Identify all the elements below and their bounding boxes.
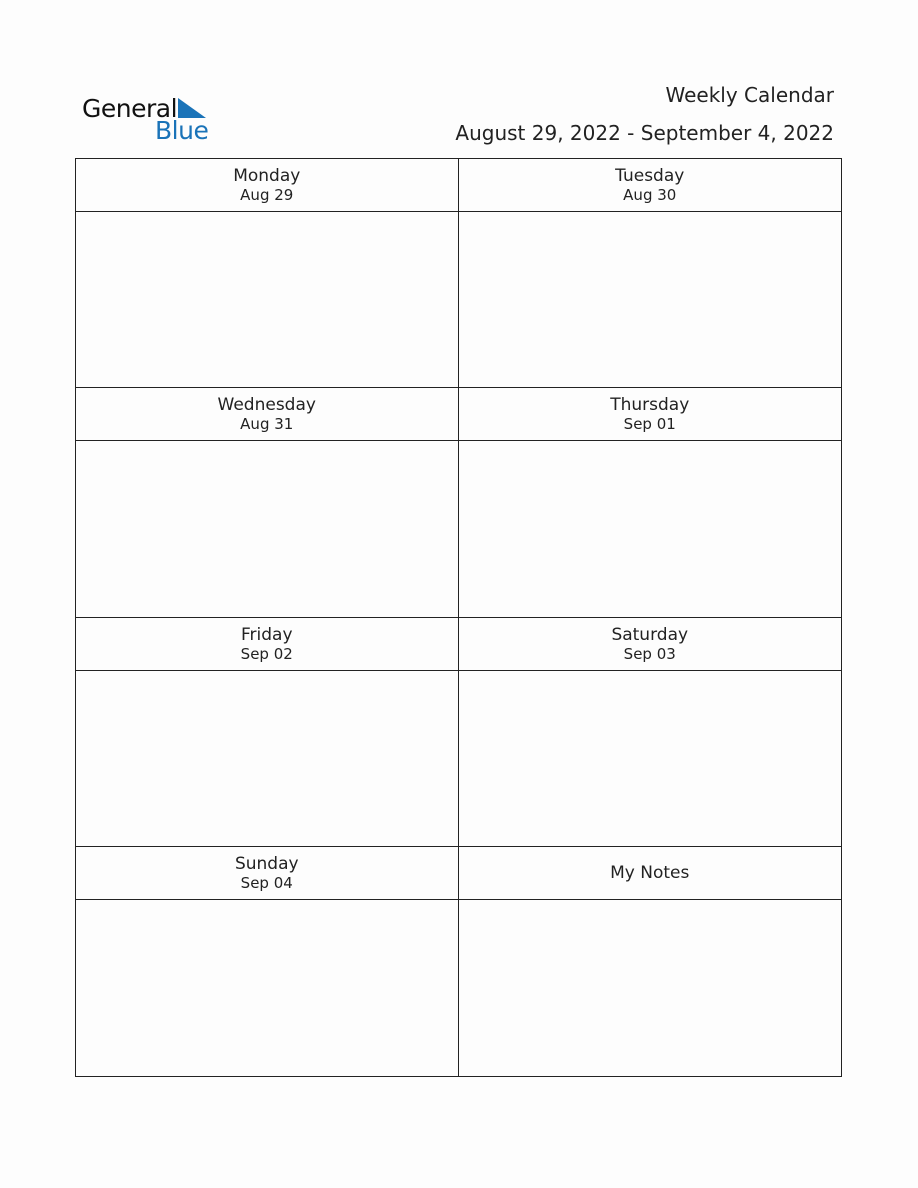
day-notes-area[interactable] bbox=[76, 671, 458, 846]
day-cell-saturday bbox=[459, 618, 842, 847]
day-cell-tuesday bbox=[459, 159, 842, 388]
day-notes-area[interactable] bbox=[76, 441, 458, 616]
day-date: Aug 31 bbox=[240, 415, 294, 434]
day-notes-area[interactable] bbox=[76, 900, 458, 1076]
day-notes-area[interactable] bbox=[459, 441, 842, 616]
day-cell-friday bbox=[76, 618, 459, 847]
general-blue-logo bbox=[82, 94, 212, 144]
logo-text-general: General bbox=[82, 94, 178, 123]
day-name: Sunday bbox=[234, 853, 299, 874]
day-cell-thursday bbox=[459, 388, 842, 617]
my-notes-area[interactable] bbox=[459, 900, 842, 1076]
day-name: Saturday bbox=[611, 624, 689, 645]
day-date: Aug 30 bbox=[623, 186, 677, 204]
day-notes-area[interactable] bbox=[459, 671, 842, 846]
day-name: Thursday bbox=[610, 395, 690, 416]
logo-text-blue: Blue bbox=[155, 116, 209, 145]
day-notes-area[interactable] bbox=[76, 212, 458, 387]
calendar-grid bbox=[75, 158, 842, 1077]
day-notes-area[interactable] bbox=[459, 212, 842, 387]
day-date: Aug 29 bbox=[240, 186, 294, 204]
day-date: Sep 01 bbox=[623, 415, 676, 434]
day-date: Sep 04 bbox=[240, 873, 293, 892]
day-name: Wednesday bbox=[217, 395, 316, 416]
day-name: Friday bbox=[240, 624, 293, 645]
day-cell-wednesday bbox=[76, 388, 459, 617]
date-range: August 29, 2022 - September 4, 2022 bbox=[455, 121, 834, 145]
my-notes-cell bbox=[459, 847, 842, 1076]
my-notes-label: My Notes bbox=[610, 862, 690, 883]
day-cell-sunday bbox=[76, 847, 459, 1076]
day-date: Sep 02 bbox=[240, 644, 293, 663]
day-name: Monday bbox=[233, 166, 301, 186]
day-cell-monday bbox=[76, 159, 459, 388]
day-date: Sep 03 bbox=[623, 644, 676, 663]
page-title: Weekly Calendar bbox=[665, 83, 834, 107]
logo-triangle-icon bbox=[178, 98, 208, 118]
day-name: Tuesday bbox=[615, 166, 685, 186]
